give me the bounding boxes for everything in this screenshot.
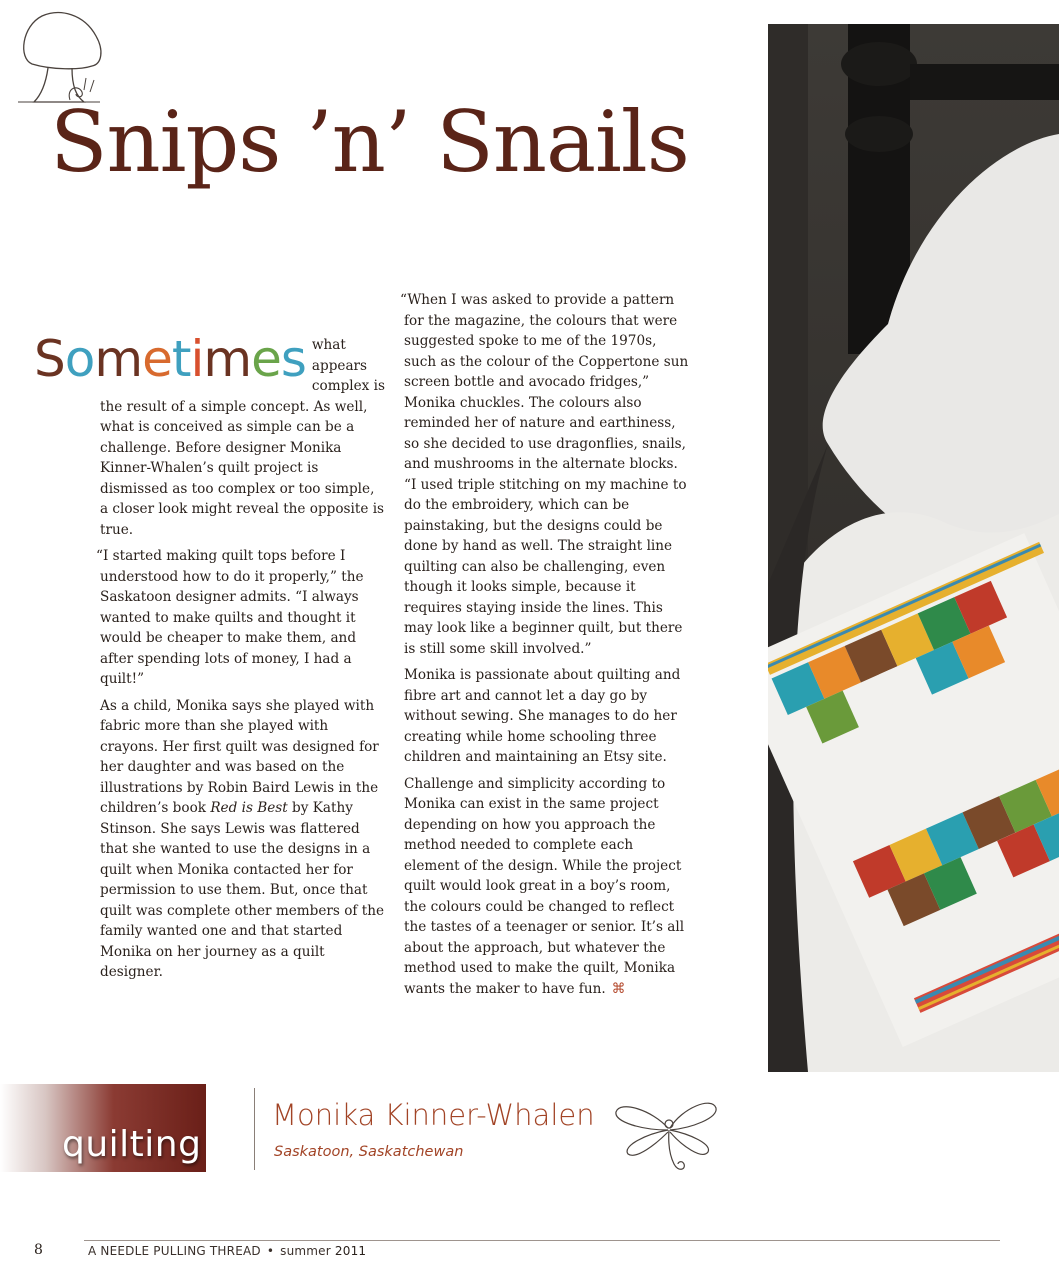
paragraph-5: Monika is passionate about quilting and fibre art and cannot let a day go by without sewing. She manages to do her creating while home schooling three children and maintaining an Etsy site. bbox=[404, 667, 681, 765]
dropcap-letter: m bbox=[203, 330, 252, 388]
paragraph-6 bbox=[400, 774, 690, 1000]
paragraph-3 bbox=[100, 696, 386, 983]
author-location: Saskatoon, Saskatchewan bbox=[274, 1144, 464, 1160]
author-name: Monika Kinner-Whalen bbox=[272, 1098, 595, 1132]
footer-separator: • bbox=[266, 1244, 275, 1258]
paragraph-4: “When I was asked to provide a pattern for the magazine, the colours that were suggested spoke to me of the 1970s, such as the colour of the Coppertone sun screen bottle and avocado fridges,” Monika chuckles. The colours also reminded her of nature and earthiness, so she decided to use dragonflies, snails, and mushrooms in the alternate blocks. “I used triple stitching on my machine to do the embroidery, which can be painstaking, but the designs could be done by hand as well. The straight line quilting can also be challenging, even though it looks simple, because it requires staying inside the lines. This may look like a beginner quilt, but there is still some skill involved.” bbox=[400, 292, 689, 657]
paragraph-6-text: Challenge and simplicity according to Monika can exist in the same project depending on how you approach the method needed to complete each element of the design. While the project quilt would look great in a boy’s room, the colours could be changed to reflect the tastes of a teenager or senior. It’s all about the approach, but whatever the method used to make the quilt, Monika wants the maker to have fun. bbox=[404, 775, 685, 997]
category-label: quilting bbox=[62, 1124, 202, 1165]
quilt-photo bbox=[768, 24, 1059, 1072]
page-title: Snips ’n’ Snails bbox=[50, 93, 689, 191]
dropcap-sometimes bbox=[34, 330, 306, 388]
article-column-1 bbox=[34, 330, 386, 989]
footer-publication bbox=[88, 1244, 366, 1258]
dropcap-letter: m bbox=[94, 330, 143, 388]
footer-rule bbox=[84, 1240, 1000, 1241]
dropcap-letter: S bbox=[34, 330, 65, 388]
dropcap-letter: i bbox=[190, 330, 204, 388]
byline-divider bbox=[254, 1088, 255, 1170]
issue-season: summer bbox=[280, 1244, 331, 1258]
dropcap-letter: e bbox=[142, 330, 172, 388]
intro-paragraph bbox=[34, 330, 386, 540]
dropcap-letter: o bbox=[64, 330, 95, 388]
paragraph-3-text-b: by Kathy Stinson. She says Lewis was flattered that she wanted to use the designs in a quilt when Monika contacted her for permission to use them. But, once that quilt was complete other members of the family wanted one and that started Monika on her journey as a quilt designer. bbox=[100, 800, 385, 980]
issue-year: 2011 bbox=[334, 1244, 367, 1258]
paragraph-2: “I started making quilt tops before I understood how to do it properly,” the Saskatoon designer admits. “I always wanted to make quilts and thought it would be cheaper to make them, and after spending lots of money, I had a quilt!” bbox=[96, 548, 364, 687]
page-number: 8 bbox=[34, 1242, 43, 1258]
end-mark-icon: ⌘ bbox=[611, 980, 626, 997]
dropcap-letter: t bbox=[171, 330, 191, 388]
book-title: Red is Best bbox=[210, 800, 288, 816]
dragonfly-icon bbox=[612, 1090, 722, 1176]
paragraph-3-text-a: As a child, Monika says she played with fabric more than she played with crayons. Her first quilt was designed for her daughter and was based on the illustrations by Robin Baird Lewis in the children’s book bbox=[100, 697, 379, 816]
article-column-2 bbox=[400, 290, 690, 1005]
dropcap-letter: e bbox=[251, 330, 281, 388]
publication-name: A NEEDLE PULLING THREAD bbox=[88, 1244, 261, 1258]
dropcap-letter: s bbox=[280, 330, 306, 388]
intro-text: what appears complex is the result of a simple concept. As well, what is conceived as simple can be a challenge. Before designer Monika Kinner-Whalen’s quilt project is dismissed as too complex or too simple, a closer look might reveal the opposite is true. bbox=[100, 337, 385, 538]
